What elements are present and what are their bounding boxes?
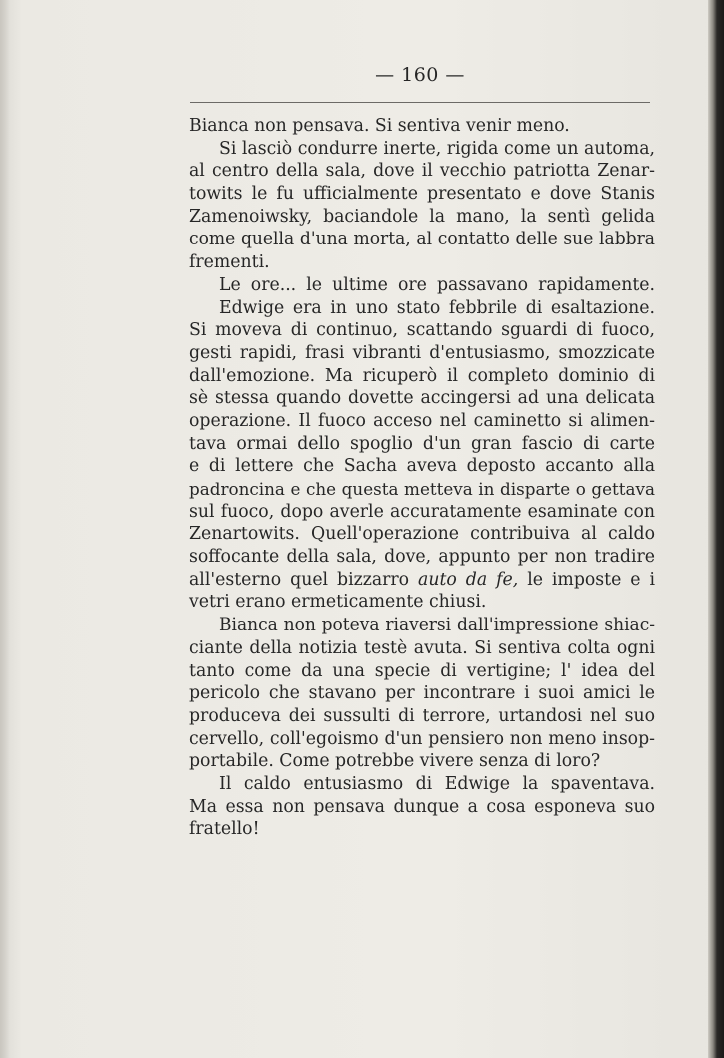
text-line: dall'emozione. Ma ricuperò il completo dominio di xyxy=(189,365,655,386)
text-line: Zamenoiwsky, baciandole la mano, la sentì gelida xyxy=(189,206,655,227)
text-line: ciante della notizia testè avuta. Si sentiva colta ogni xyxy=(189,637,655,658)
text-line: soffocante della sala, dove, appunto per non tradire xyxy=(189,547,655,568)
text-line: Ma essa non pensava dunque a cosa esponeva suo xyxy=(189,796,655,817)
text-line: cervello, coll'egoismo d'un pensiero non meno insop- xyxy=(189,728,655,749)
text-line: fratello! xyxy=(189,819,260,840)
text-line: Le ore... le ultime ore passavano rapidamente. xyxy=(219,274,655,295)
text-line: gesti rapidi, frasi vibranti d'entusiasmo, smozzicate xyxy=(189,342,655,363)
text-line: frementi. xyxy=(189,252,270,273)
header-rule xyxy=(190,102,650,103)
text-line: towits le fu ufficialmente presentato e dove Stanis xyxy=(189,184,655,205)
text-line: pericolo che stavano per incontrare i suoi amici le xyxy=(189,683,655,704)
text-segment: le imposte e i xyxy=(527,569,655,590)
text-line: operazione. Il fuoco acceso nel caminetto si alimen- xyxy=(189,410,655,431)
text-line: Si moveva di continuo, scattando sguardi di fuoco, xyxy=(189,320,655,341)
text-line: al centro della sala, dove il vecchio patriotta Zenar- xyxy=(189,161,655,182)
text-line: sul fuoco, dopo averle accuratamente esaminate con xyxy=(189,501,655,522)
text-line: Si lasciò condurre inerte, rigida come un automa, xyxy=(219,138,655,159)
page-edge-shadow xyxy=(708,0,724,1058)
text-line: Il caldo entusiasmo di Edwige la spaventava. xyxy=(219,773,655,794)
italic-phrase: auto da fe, xyxy=(418,569,519,590)
text-line: Bianca non poteva riaversi dall'impressione shiac- xyxy=(219,615,655,636)
text-segment: all'esterno quel bizzarro xyxy=(189,569,410,590)
text-line: Bianca non pensava. Si sentiva venir meno. xyxy=(189,116,570,136)
text-line: padroncina e che questa metteva in disparte o gettava xyxy=(189,479,655,499)
text-line: vetri erano ermeticamente chiusi. xyxy=(189,592,487,613)
text-line: e di lettere che Sacha aveva deposto accanto alla xyxy=(189,456,655,477)
text-line: portabile. Come potrebbe vivere senza di loro? xyxy=(189,751,601,772)
page-number: — 160 — xyxy=(375,64,465,86)
text-line: come quella d'una morta, al contatto delle sue labbra xyxy=(189,229,655,250)
text-line-mixed xyxy=(189,569,655,592)
text-line: Edwige era in uno stato febbrile di esaltazione. xyxy=(219,297,655,318)
text-line: Zenartowits. Quell'operazione contribuiva al caldo xyxy=(189,524,655,545)
text-line: produceva dei sussulti di terrore, urtandosi nel suo xyxy=(189,705,655,726)
text-line: tanto come da una specie di vertigine; l' idea del xyxy=(189,660,655,681)
body-text xyxy=(189,115,655,841)
text-line: sè stessa quando dovette accingersi ad una delicata xyxy=(189,388,655,409)
page-gutter-shadow xyxy=(0,0,10,1058)
text-line: tava ormai dello spoglio d'un gran fascio di carte xyxy=(189,433,655,454)
